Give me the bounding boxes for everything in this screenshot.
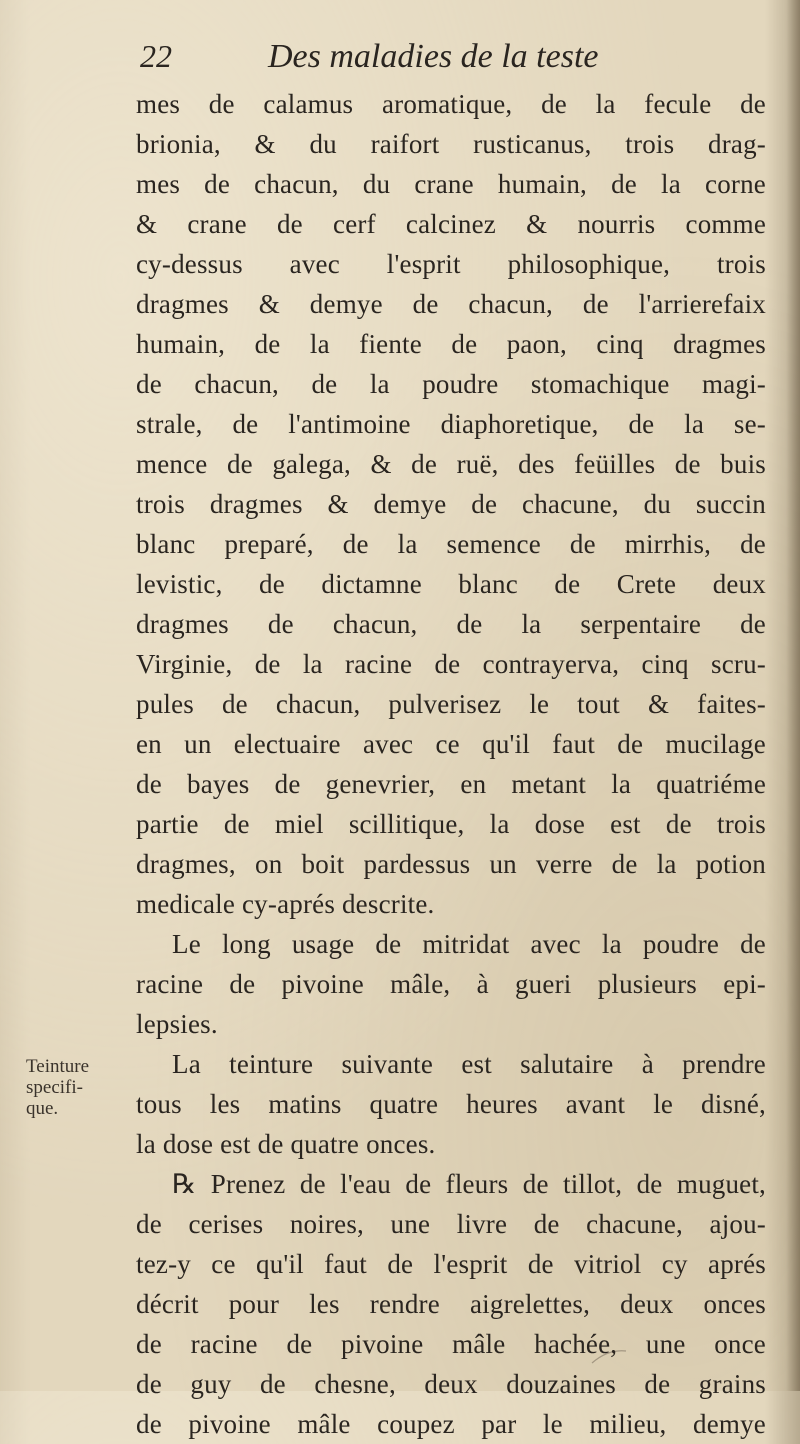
marginal-note bbox=[26, 1056, 126, 1119]
text-line: blanc preparé, de la semence de mirrhis, de bbox=[136, 529, 766, 559]
bleed-through-text bbox=[40, 330, 130, 360]
text-line: brionia, & du raifort rusticanus, trois drag- bbox=[136, 129, 766, 159]
text-line: dragmes & demye de chacun, de l'arrierefaix bbox=[136, 289, 766, 319]
bleed-through-shadow bbox=[40, 330, 130, 360]
text-line: pules de chacun, pulverisez le tout & faites- bbox=[136, 689, 766, 719]
text-line: dragmes de chacun, de la serpentaire de bbox=[136, 609, 766, 639]
page-edge-shadow bbox=[786, 0, 800, 1391]
text-line: de cerises noires, une livre de chacune, ajou- bbox=[136, 1209, 766, 1239]
text-line: ℞ Prenez de l'eau de fleurs de tillot, de muguet, bbox=[172, 1169, 766, 1199]
page-number: 22 bbox=[140, 38, 172, 74]
text-line: en un electuaire avec ce qu'il faut de mucilage bbox=[136, 729, 766, 759]
text-line: tous les matins quatre heures avant le disné, bbox=[136, 1089, 766, 1119]
marginal-note-line: Teinture bbox=[26, 1056, 90, 1077]
marginal-note-line: specifi- bbox=[26, 1077, 83, 1098]
paper-blemish-icon bbox=[590, 1345, 630, 1365]
text-line: & crane de cerf calcinez & nourris comme bbox=[136, 209, 766, 239]
text-line: de bayes de genevrier, en metant la quatriéme bbox=[136, 769, 766, 799]
text-line: levistic, de dictamne blanc de Crete deux bbox=[136, 569, 766, 599]
text-line: cy-dessus avec l'esprit philosophique, trois bbox=[136, 249, 766, 279]
text-line: de guy de chesne, deux douzaines de grains bbox=[136, 1369, 766, 1399]
text-line: tez-y ce qu'il faut de l'esprit de vitriol cy aprés bbox=[136, 1249, 766, 1279]
running-head: Des maladies de la teste bbox=[268, 38, 599, 75]
marginal-note-line: que. bbox=[26, 1098, 59, 1119]
text-line: de chacun, de la poudre stomachique magi- bbox=[136, 369, 766, 399]
page-header bbox=[128, 38, 768, 88]
text-line: racine de pivoine mâle, à gueri plusieurs epi- bbox=[136, 969, 766, 999]
text-line: Virginie, de la racine de contrayerva, cinq scru- bbox=[136, 649, 766, 679]
text-line: mes de calamus aromatique, de la fecule de bbox=[136, 89, 766, 119]
text-line: strale, de l'antimoine diaphoretique, de la se- bbox=[136, 409, 766, 439]
text-line: lepsies. bbox=[136, 1009, 218, 1039]
text-line: La teinture suivante est salutaire à prendre bbox=[172, 1049, 766, 1079]
text-line: partie de miel scillitique, la dose est de trois bbox=[136, 809, 766, 839]
text-line: mence de galega, & de ruë, des feüilles de buis bbox=[136, 449, 766, 479]
text-line: de racine de pivoine mâle hachée, une once bbox=[136, 1329, 766, 1359]
text-line: medicale cy-aprés descrite. bbox=[136, 889, 435, 919]
text-line: décrit pour les rendre aigrelettes, deux onces bbox=[136, 1289, 766, 1319]
text-line: la dose est de quatre onces. bbox=[136, 1129, 436, 1159]
text-line: trois dragmes & demye de chacune, du succin bbox=[136, 489, 766, 519]
text-line: Le long usage de mitridat avec la poudre de bbox=[172, 929, 766, 959]
text-line: de pivoine mâle coupez par le milieu, demye bbox=[136, 1409, 766, 1439]
body-text bbox=[136, 84, 766, 1444]
text-line: mes de chacun, du crane humain, de la corne bbox=[136, 169, 766, 199]
text-line: humain, de la fiente de paon, cinq dragmes bbox=[136, 329, 766, 359]
text-line: dragmes, on boit pardessus un verre de la potion bbox=[136, 849, 766, 879]
